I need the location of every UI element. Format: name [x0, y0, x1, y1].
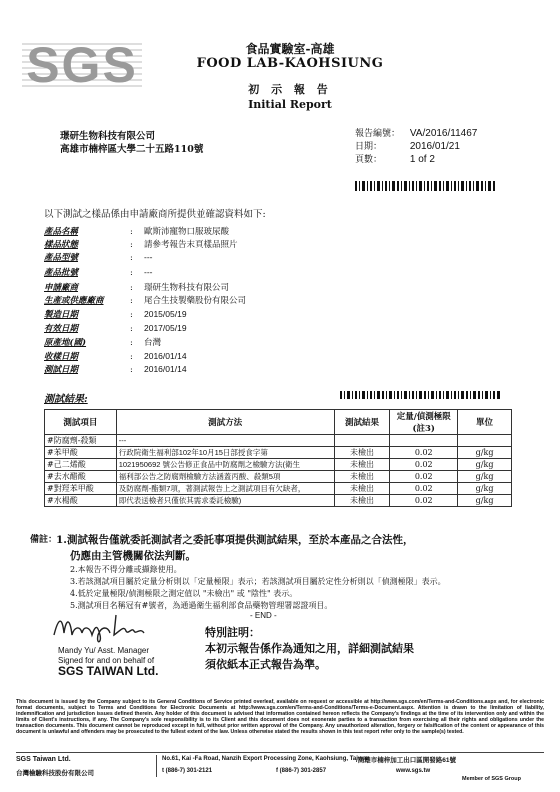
note-1-continued: 仍應由主管機關依法判斷。	[70, 550, 196, 562]
results-table	[44, 409, 512, 507]
field-value: 2016/01/14	[144, 364, 187, 374]
field-label: 製造日期	[44, 310, 79, 320]
note-1: 1.測試報告僅就委託測試者之委託事項提供測試結果，至於本產品之合法性，	[56, 534, 414, 546]
signatory-on-behalf: Signed for and on behalf of	[58, 656, 155, 665]
report-pages-row	[355, 152, 435, 165]
cell-result: 未檢出	[334, 459, 390, 471]
report-date-row	[355, 139, 460, 152]
table-row	[45, 459, 512, 471]
field-value: 2016/01/14	[144, 351, 187, 361]
cell-result: 未檢出	[334, 483, 390, 495]
field-test-date: 測試日期 : 2016/01/14	[44, 364, 187, 375]
cell-result	[334, 435, 390, 447]
cell-limit	[390, 435, 458, 447]
cell-item: #防腐劑-殺類	[45, 435, 117, 447]
client-name: 璟研生物科技有限公司	[60, 131, 156, 142]
cell-unit: g/kg	[458, 495, 512, 507]
field-received-date: 收樣日期 : 2016/01/14	[44, 351, 187, 362]
cell-method: ---	[116, 435, 334, 447]
special-note-line-2: 須依紙本正式報告為準。	[205, 658, 326, 671]
field-value: ---	[144, 252, 153, 262]
column-header-limit: 定量/偵測極限(註3)	[390, 410, 458, 435]
field-label: 申請廠商	[44, 283, 79, 293]
table-row	[45, 471, 512, 483]
field-value: 歐斯沛寵物口服玻尿酸	[144, 226, 230, 236]
field-value: 請參考報告末頁樣品照片	[144, 239, 238, 249]
field-value: ---	[144, 267, 153, 277]
cell-method: 及防腐劑-酯類7項，著測試報告上之測試項目有欠缺者，	[116, 483, 334, 495]
cell-method: 即代表送檢者只僅依其需求委託檢驗)	[116, 495, 334, 507]
field-label: 生產或供應廠商	[44, 296, 104, 306]
report-pages-value: 1 of 2	[409, 154, 435, 165]
field-label: 原產地(國)	[44, 338, 87, 348]
results-heading: 測試結果:	[44, 394, 88, 405]
handwritten-signature	[50, 605, 160, 647]
footer-fax: f (886-7) 301-2857	[276, 768, 327, 774]
signatory-name: Mandy Yu/ Asst. Manager	[58, 646, 150, 655]
report-number-row	[355, 126, 477, 139]
barcode-top	[355, 181, 495, 191]
cell-item: #苯甲酸	[45, 447, 117, 459]
cell-unit: g/kg	[458, 471, 512, 483]
footer-company-en: SGS Taiwan Ltd.	[16, 756, 71, 763]
field-value: 2017/05/19	[144, 323, 187, 333]
note-5: 5.測試項目名稱冠有#號者，為通過衛生福利部食品藥物管理署認證項目。	[70, 601, 333, 610]
intro-text: 以下測試之樣品係由申請廠商所提供並確認資料如下:	[44, 209, 266, 220]
report-number-value: VA/2016/11467	[409, 128, 478, 139]
cell-method: 福利部公告之防腐劑檢驗方法涵蓋丙酸、殺類5項	[116, 471, 334, 483]
special-note-heading: 特別註明：	[205, 626, 260, 639]
special-note-line-1: 本初示報告係作為通知之用，詳細測試結果	[205, 642, 414, 655]
sgs-logo	[22, 36, 142, 96]
footer-address-en: No.61, Kai -Fa Road, Nanzih Export Processing Zone, Kaohsiung, Taiwan	[162, 756, 370, 762]
cell-item: #己二烯酸	[45, 459, 117, 471]
column-header-result: 測試結果	[334, 410, 390, 435]
barcode-bottom	[340, 391, 500, 399]
cell-limit: 0.02	[390, 495, 458, 507]
cell-result: 未檢出	[334, 495, 390, 507]
report-type-cn: 初 示 報 告	[248, 83, 332, 96]
report-number-label: 報告編號：	[355, 129, 401, 139]
field-label: 產品名稱	[44, 227, 79, 237]
table-header-row	[45, 410, 512, 435]
cell-limit: 0.02	[390, 447, 458, 459]
field-product-name: 產品名稱 : 歐斯沛寵物口服玻尿酸	[44, 226, 230, 237]
table-row	[45, 435, 512, 447]
cell-unit: g/kg	[458, 447, 512, 459]
column-header-unit: 單位	[458, 410, 512, 435]
report-pages-label: 頁數：	[355, 155, 383, 165]
footer-address-cn: /高雄市楠梓加工出口區開發路61號	[356, 757, 457, 764]
field-expiry-date: 有效日期 : 2017/05/19	[44, 323, 187, 334]
field-sample-status: 樣品狀態 : 請參考報告末頁樣品照片	[44, 239, 238, 250]
lab-name-en: FOOD LAB-KAOHSIUNG	[196, 56, 384, 71]
field-value: 璟研生物科技有限公司	[144, 282, 230, 292]
footer-company-cn: 台灣檢驗科技股份有限公司	[16, 770, 94, 777]
legal-disclaimer: This document is issued by the Company subject to its General Conditions of Service printed overleaf, available on request or accessible at http://www.sgs.com/en/Terms-and-Conditions.aspx and, for electronic format documents, subject to Terms and Conditions for Electronic Documents at http://www.sgs.com/en/Terms-and-Conditions/Terms-e-Document.aspx. Attention is drawn to the limitation of liability, indemnification and jurisdiction issues defined therein. Any holder of this document is advised that information contained hereon reflects the Company's findings at the time of its intervention only and within the limits of Client's instructions, if any. The Company's sole responsibility is to its Client and this document does not exonerate parties to a transaction from exercising all their rights and obligations under the transaction documents. This document cannot be reproduced except in full, without prior written approval of the Company. Any unauthorized alteration, forgery or falsification of the content or appearance of this document is unlawful and offenders may be prosecuted to the fullest extent of the law. Unless otherwise stated the results shown in this test report refer only to the sample(s) tested.	[16, 699, 544, 736]
cell-limit: 0.02	[390, 483, 458, 495]
footer-tel: t (886-7) 301-2121	[162, 768, 213, 774]
note-2: 2.本報告不得分離或擷錄使用。	[70, 565, 182, 574]
cell-item: #對羥苯甲酸	[45, 483, 117, 495]
cell-method: 1021950692 號公告修正食品中防腐劑之檢驗方法(衛生	[116, 459, 334, 471]
field-value: 尾合生技製藥股份有限公司	[144, 295, 247, 305]
lab-name-cn: 食品實驗室-高雄	[245, 42, 335, 56]
note-3: 3.若該測試項目屬於定量分析則以「定量極限」表示；若該測試項目屬於定性分析則以「偵測極限」表示。	[70, 577, 446, 586]
column-header-method: 測試方法	[116, 410, 334, 435]
cell-item: #水楊酸	[45, 495, 117, 507]
cell-limit: 0.02	[390, 471, 458, 483]
report-date-value: 2016/01/21	[409, 141, 460, 152]
notes-label: 備註：	[30, 535, 58, 545]
field-label: 測試日期	[44, 365, 79, 375]
report-type-en: Initial Report	[248, 98, 332, 111]
field-label: 產品型號	[44, 253, 79, 263]
column-header-item: 測試項目	[45, 410, 117, 435]
footer-website: www.sgs.tw	[396, 768, 431, 774]
table-row	[45, 483, 512, 495]
field-value: 台灣	[144, 337, 162, 347]
cell-result: 未檢出	[334, 447, 390, 459]
cell-limit: 0.02	[390, 459, 458, 471]
end-marker: - END -	[250, 611, 277, 620]
field-label: 產品批號	[44, 268, 79, 278]
client-address: 高雄市楠梓區大學二十五路110號	[60, 144, 204, 155]
report-date-label: 日期：	[355, 142, 383, 152]
field-manufacturer: 生產或供應廠商 : 尾合生技製藥股份有限公司	[44, 295, 247, 306]
signatory-company: SGS TAIWAN Ltd.	[58, 664, 159, 678]
field-label: 有效日期	[44, 324, 79, 334]
field-label: 收樣日期	[44, 352, 79, 362]
cell-method: 行政院衛生福利部102年10月15日部授食字第	[116, 447, 334, 459]
field-label: 樣品狀態	[44, 240, 79, 250]
cell-unit: g/kg	[458, 483, 512, 495]
field-value: 2015/05/19	[144, 309, 187, 319]
field-product-model: 產品型號 : ---	[44, 252, 153, 263]
note-4: 4.低於定量極限/偵測極限之測定值以 "未檢出" 或 "陰性" 表示。	[70, 589, 298, 598]
footer-member: Member of SGS Group	[462, 776, 521, 782]
field-batch-number: 產品批號 : ---	[44, 267, 153, 278]
field-origin: 原產地(國) : 台灣	[44, 337, 162, 348]
cell-item: #去水醋酸	[45, 471, 117, 483]
table-row	[45, 447, 512, 459]
field-applicant: 申請廠商 : 璟研生物科技有限公司	[44, 282, 230, 293]
cell-result: 未檢出	[334, 471, 390, 483]
footer	[16, 752, 544, 780]
table-row	[45, 495, 512, 507]
cell-unit	[458, 435, 512, 447]
logo-text: SGS	[26, 37, 138, 93]
field-manufacture-date: 製造日期 : 2015/05/19	[44, 309, 187, 320]
cell-unit: g/kg	[458, 459, 512, 471]
